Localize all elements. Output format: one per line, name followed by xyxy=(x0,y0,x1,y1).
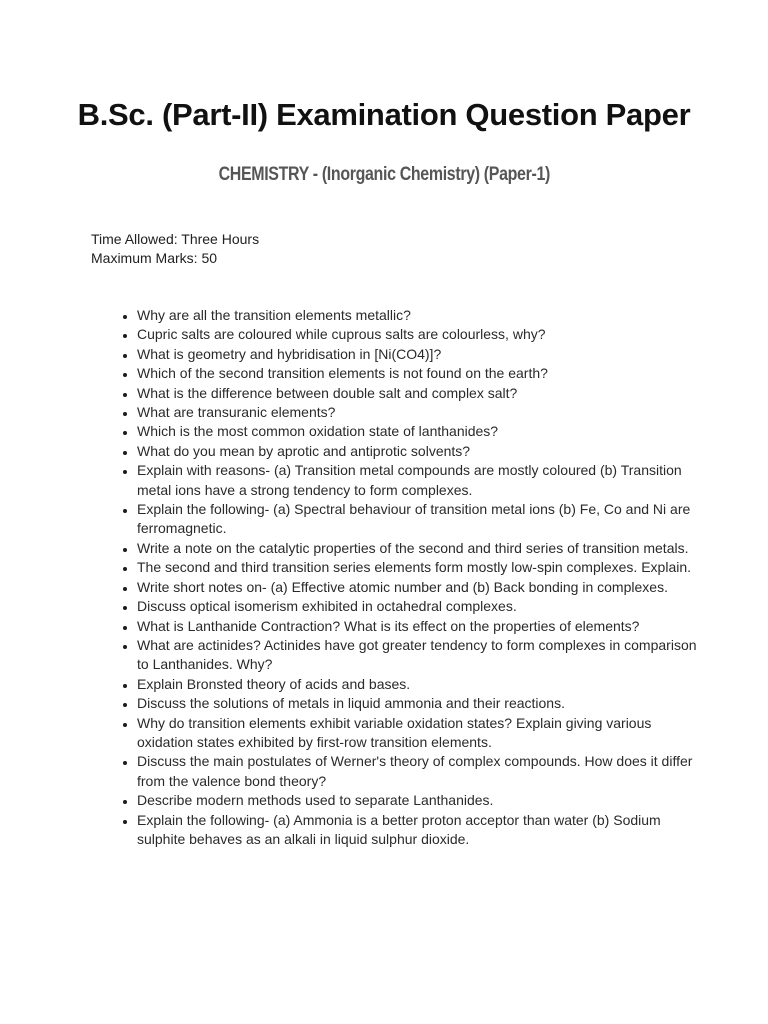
question-item: • What are transuranic elements? xyxy=(137,403,709,422)
question-item: • Which of the second transition elements is not found on the earth? xyxy=(137,364,709,383)
question-item: • Explain Bronsted theory of acids and bases. xyxy=(137,675,709,694)
question-item: • Discuss the main postulates of Werner's theory of complex compounds. How does it differ from the valence bond theory? xyxy=(137,752,709,791)
question-item: • Explain the following- (a) Spectral behaviour of transition metal ions (b) Fe, Co and Ni are ferromagnetic. xyxy=(137,500,709,539)
question-item: • Discuss optical isomerism exhibited in octahedral complexes. xyxy=(137,597,709,616)
time-allowed-text: Time Allowed: Three Hours xyxy=(91,231,260,247)
question-item: • Why do transition elements exhibit variable oxidation states? Explain giving various oxidation states exhibited by first-row transition elements. xyxy=(137,714,709,753)
question-item: • Which is the most common oxidation state of lanthanides? xyxy=(137,422,709,441)
question-item: • What is Lanthanide Contraction? What is its effect on the properties of elements? xyxy=(137,617,709,636)
question-item: • Discuss the solutions of metals in liquid ammonia and their reactions. xyxy=(137,694,709,713)
question-item: • Explain the following- (a) Ammonia is a better proton acceptor than water (b) Sodium sulphite behaves as an alkali in liquid sulphur dioxide. xyxy=(137,811,709,850)
question-item: • What do you mean by aprotic and antiprotic solvents? xyxy=(137,442,709,461)
question-item: • Explain with reasons- (a) Transition metal compounds are mostly coloured (b) Transition metal ions have a strong tendency to form complexes. xyxy=(137,461,709,500)
maximum-marks-text: Maximum Marks: 50 xyxy=(91,250,218,266)
question-item: • What are actinides? Actinides have got greater tendency to form complexes in comparison to Lanthanides. Why? xyxy=(137,636,709,675)
exam-info-block xyxy=(91,230,768,268)
question-item: • The second and third transition series elements form mostly low-spin complexes. Explain. xyxy=(137,558,709,577)
question-item: • Cupric salts are coloured while cuprous salts are colourless, why? xyxy=(137,325,709,344)
question-list xyxy=(0,306,709,849)
question-item: • Describe modern methods used to separate Lanthanides. xyxy=(137,791,709,810)
question-item: • What is geometry and hybridisation in [Ni(CO4)]? xyxy=(137,345,709,364)
page-title: B.Sc. (Part-II) Examination Question Paper xyxy=(77,97,691,132)
question-item: • What is the difference between double salt and complex salt? xyxy=(137,384,709,403)
question-item: • Why are all the transition elements metallic? xyxy=(137,306,709,325)
page-subtitle: CHEMISTRY - (Inorganic Chemistry) (Paper-1) xyxy=(218,164,550,185)
question-item: • Write short notes on- (a) Effective atomic number and (b) Back bonding in complexes. xyxy=(137,578,709,597)
question-item: • Write a note on the catalytic properties of the second and third series of transition metals. xyxy=(137,539,709,558)
subtitle-row xyxy=(0,164,768,186)
